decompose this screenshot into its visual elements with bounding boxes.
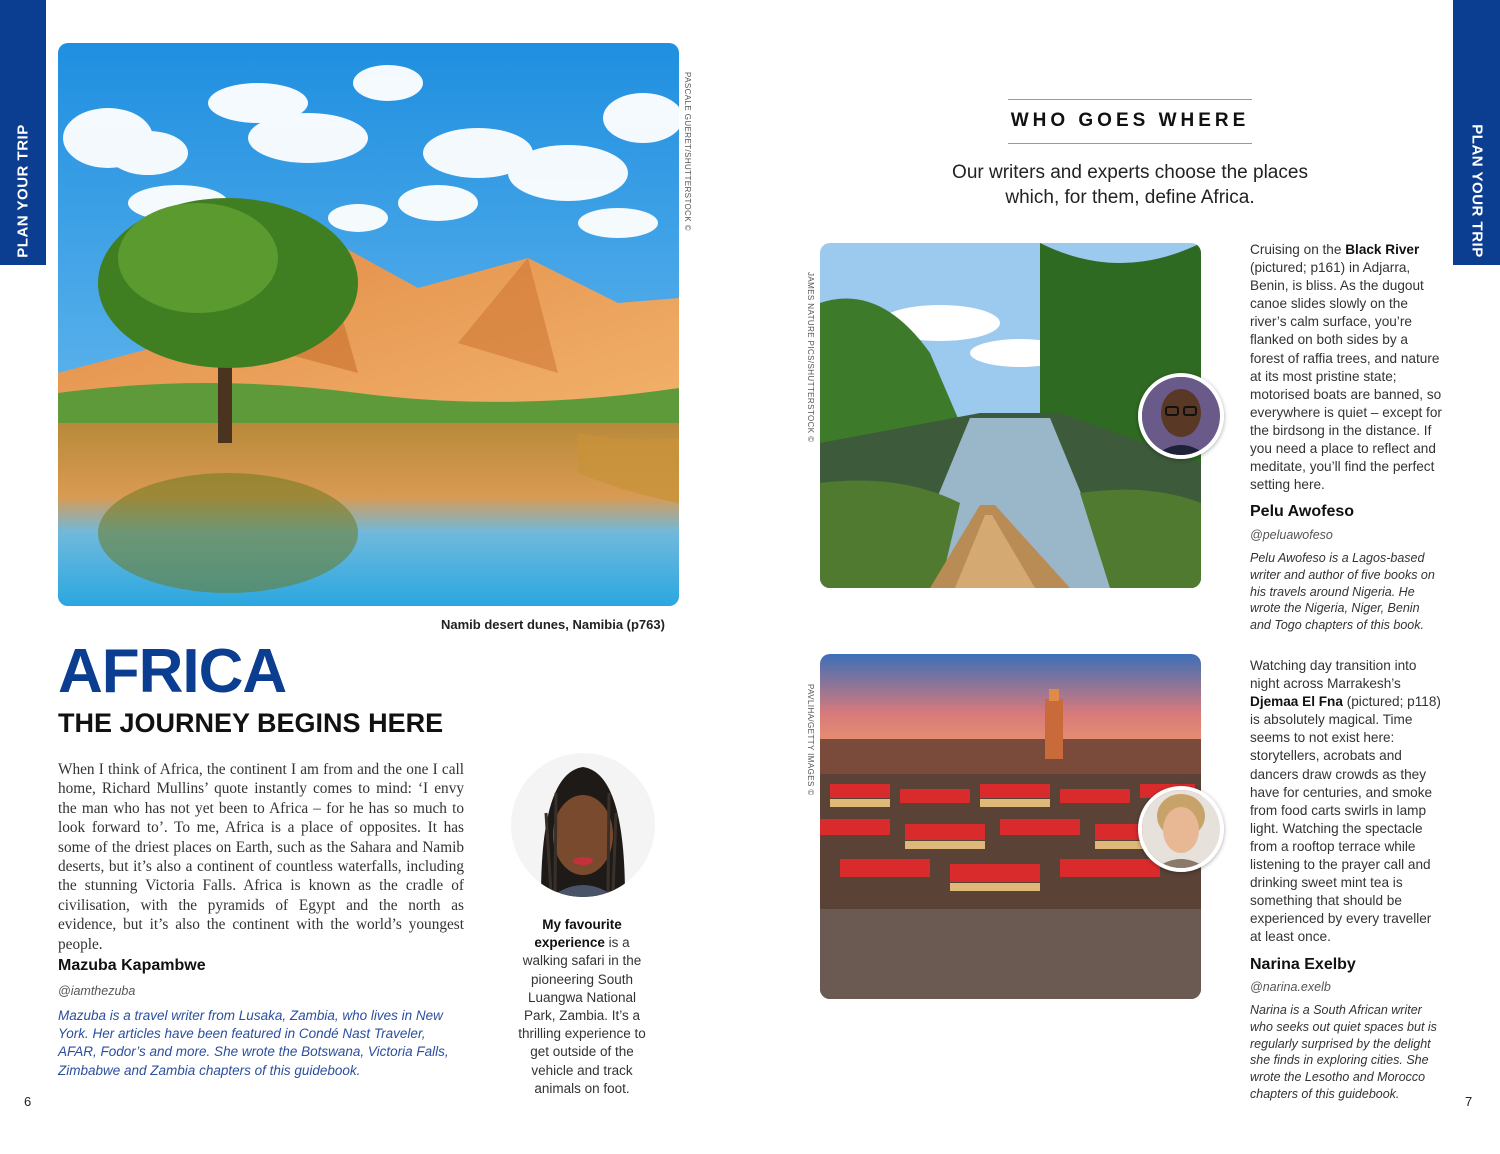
- photo-credit-river: JAMES NATURE PICS/SHUTTERSTOCK ©: [806, 272, 815, 443]
- entry2-text: [1250, 657, 1445, 947]
- entry2-pre: Watching day transition into night across Marrakesh’s: [1250, 658, 1417, 692]
- entry1-author-handle: @peluawofeso: [1250, 528, 1333, 542]
- section-intro: Our writers and experts choose the places which, for them, define Africa.: [952, 162, 1308, 208]
- page-title: AFRICA: [58, 637, 287, 706]
- entry1-place: Black River: [1345, 242, 1420, 257]
- hero-caption: Namib desert dunes, Namibia (p763): [441, 617, 665, 632]
- side-tab-left: [0, 0, 46, 265]
- entry2-author-bio: Narina is a South African writer who seeks out quiet spaces but is regularly surprised by the delight she finds in exploring cities. She wrote the Lesotho and Morocco chapters of this guidebook.: [1250, 1003, 1437, 1101]
- page-number-left: 6: [24, 1094, 32, 1109]
- entry2-author-name: Narina Exelby: [1250, 956, 1356, 973]
- favourite-text: is a walking safari in the pioneering South Luangwa National Park, Zambia. It’s a thrilling experience to get outside of the vehicle and track animals on foot.: [518, 935, 646, 1096]
- side-tab-left-label: PLAN YOUR TRIP: [14, 123, 32, 258]
- intro-text: When I think of Africa, the continent I am from and the one I call home, Richard Mullins’ quote instantly comes to mind: ‘I envy the man who has not yet been to Africa – for he has so much to look forward to’. To me, Africa is a place of opposites. It has some of the driest places on Earth, such as the Sahara and Namib deserts, but it’s also a continent of countless waterfalls, including the stunning Victoria Falls. Africa is known as the cradle of civilisation, with the pyramids of Egypt and the north as evidence, but it’s also the continent with the world’s youngest people.: [58, 761, 464, 953]
- main-author-handle: @iamthezuba: [58, 984, 136, 998]
- photo-credit-dunes: PASCALE GUERET/SHUTTERSTOCK ©: [683, 72, 692, 232]
- who-top-rule: [1008, 99, 1252, 100]
- main-author-portrait: [511, 753, 655, 897]
- entry1-pre: Cruising on the: [1250, 242, 1346, 257]
- entry1-body: (pictured; p161) in Adjarra, Benin, is bliss. As the dugout canoe slides slowly on the river’s calm surface, you’re flanked on both sides by a forest of raffia trees, and nature at its most pristine state; motorised boats are banned, so everywhere is quiet – except for the birdsong in the distance. If you need a place to reflect and meditate, you’ll find the perfect setting here.: [1250, 260, 1442, 493]
- side-tab-right-label: PLAN YOUR TRIP: [1468, 123, 1485, 258]
- pelu-avatar: [1138, 373, 1224, 459]
- side-tab-right: [1453, 0, 1500, 265]
- favourite-label: My favourite experience: [534, 917, 622, 951]
- hero-photo-namib-dunes: [58, 43, 679, 606]
- page-number-right: 7: [1465, 1094, 1473, 1109]
- who-bottom-rule: [1008, 143, 1252, 144]
- page-subtitle: THE JOURNEY BEGINS HERE: [58, 708, 444, 738]
- entry1-text: [1250, 241, 1445, 494]
- entry1-author-bio: Pelu Awofeso is a Lagos-based writer and author of five books on his travels around Nigeria. He wrote the Nigeria, Niger, Benin and Togo chapters of this book.: [1250, 551, 1435, 633]
- main-author-name: Mazuba Kapambwe: [58, 957, 206, 974]
- narina-avatar: [1138, 786, 1224, 872]
- main-author-bio: Mazuba is a travel writer from Lusaka, Zambia, who lives in New York. Her articles have been featured in Condé Nast Traveler, AFAR, Fodor’s and more. She wrote the Botswana, Victoria Falls, Zimbabwe and Zambia chapters of this guidebook.: [58, 1008, 449, 1078]
- favourite-experience: [516, 916, 648, 1098]
- photo-credit-market: PAVLIHA/GETTY IMAGES ©: [806, 684, 815, 796]
- entry2-place: Djemaa El Fna: [1250, 694, 1343, 710]
- section-title: WHO GOES WHERE: [1010, 110, 1250, 131]
- entry2-author-handle: @narina.exelb: [1250, 980, 1331, 994]
- entry1-author-name: Pelu Awofeso: [1250, 503, 1355, 520]
- entry2-body: (pictured; p118) is absolutely magical. Time seems to not exist here: storytellers, acrobats and dancers draw crowds as they have for centuries, and smoke from food carts swirls in lamp light. Watching the spectacle from a rooftop terrace while listening to the prayer call and drinking sweet mint tea is something that should be experienced by every traveller at least once.: [1250, 694, 1441, 945]
